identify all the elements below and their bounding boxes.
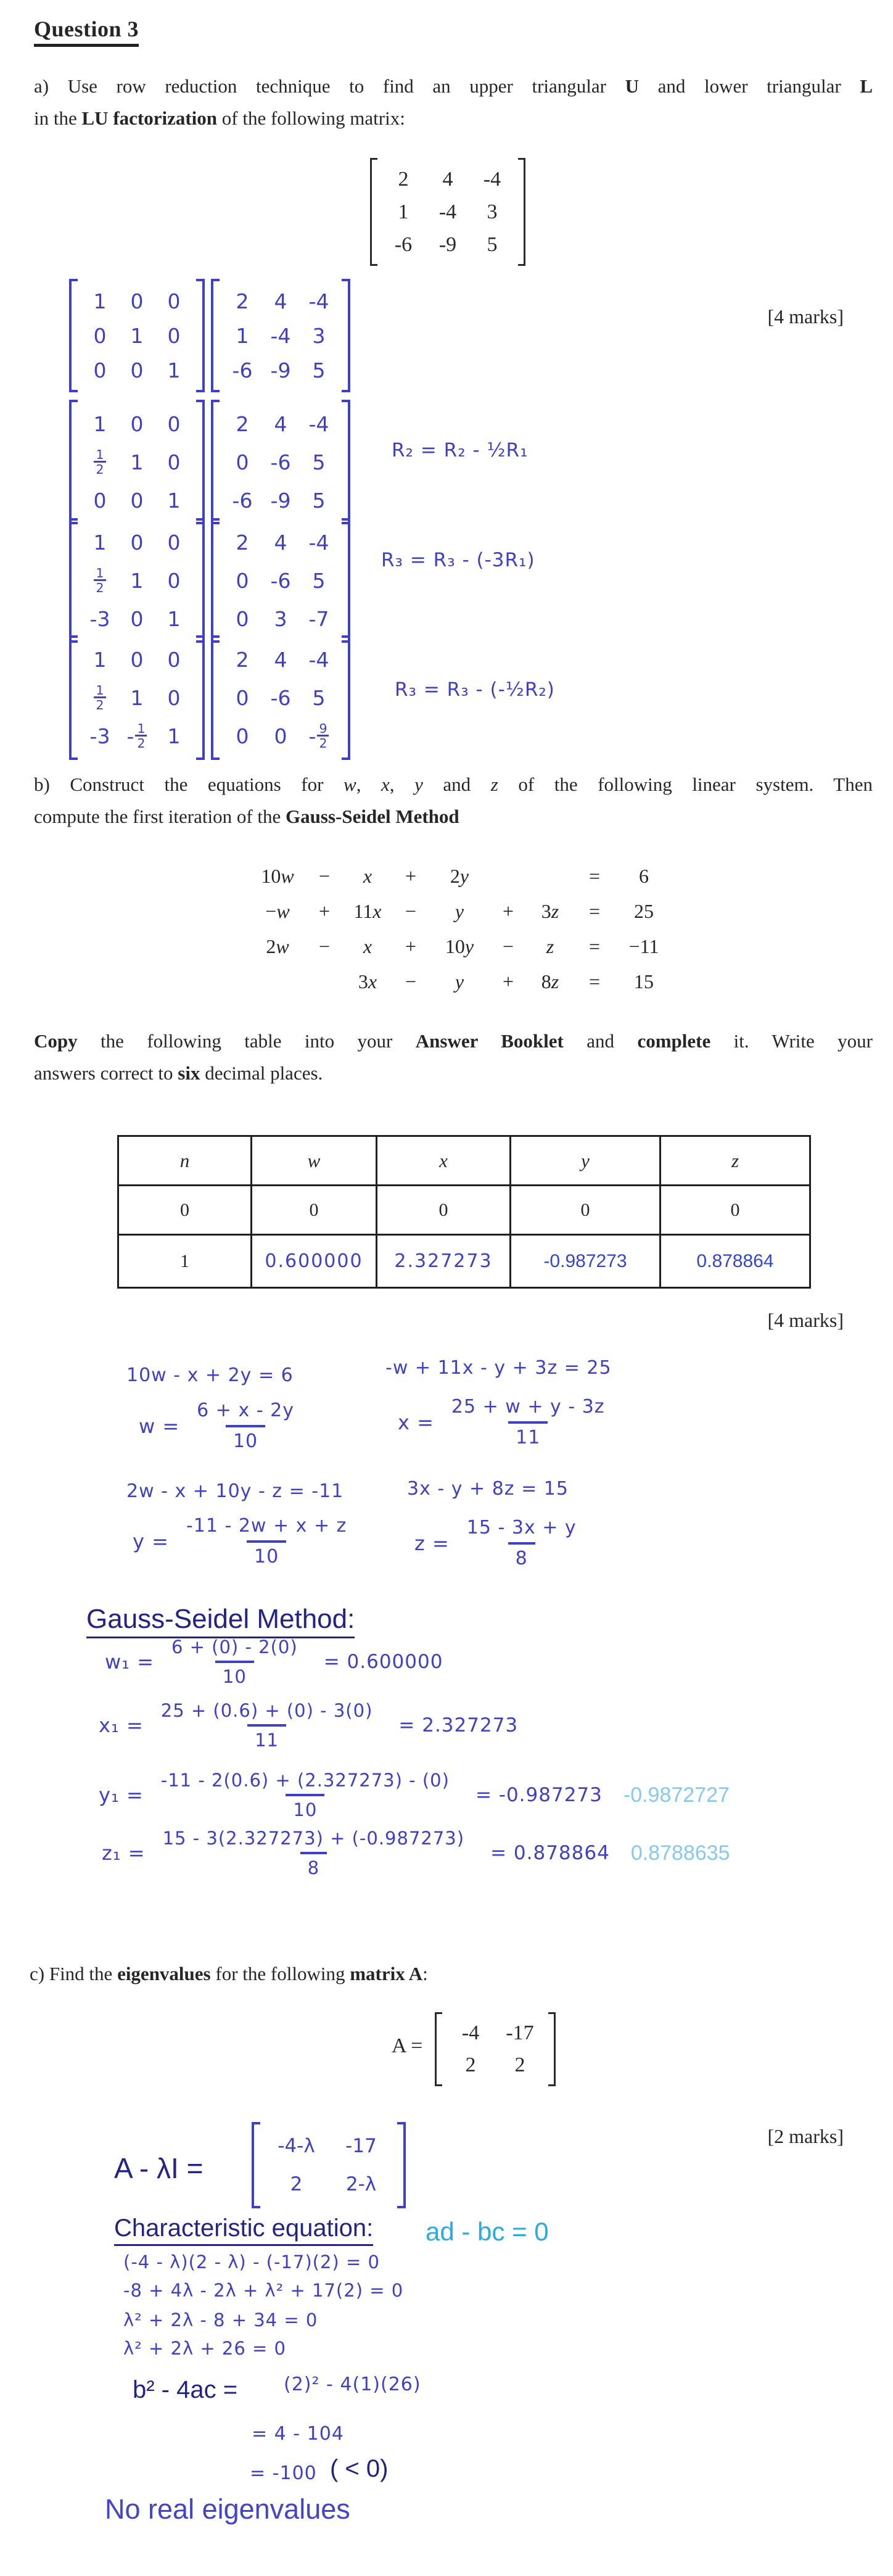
characteristic-formula: ad - bc = 0 [426, 2217, 549, 2246]
calc-fraction: $\frac{6 + x - 2y}{10}$ [197, 1400, 294, 1452]
bracket-left [69, 635, 78, 760]
lu-step4-L [69, 635, 205, 760]
char-line-4: λ² + 2λ + 26 = 0 [123, 2338, 286, 2359]
calc-fraction: $\frac{-11 - 2(0.6) + (2.327273) - (0)}{10}$ [160, 1770, 450, 1821]
matrix-cell: 5 [312, 450, 326, 474]
lu-step4-U [211, 635, 350, 760]
matrix-cell: -6 [232, 488, 253, 513]
bracket-left [69, 518, 78, 643]
equation-cell: − w [265, 900, 290, 922]
lu-step-1 [69, 279, 350, 392]
matrix-grid [78, 279, 196, 392]
text-run: and [422, 774, 491, 795]
text-run: w [344, 774, 356, 795]
calc-fraction: $\frac{6 + (0) - 2(0)}{10}$ [171, 1637, 298, 1688]
text-run: six [178, 1062, 200, 1084]
matrix-cell [81, 443, 118, 481]
calc-lhs: z = [414, 1531, 450, 1555]
calc-result: = 0.878864 [490, 1842, 610, 1865]
calc-lhs: y₁ = [99, 1783, 144, 1807]
matrix-cell: 0 [236, 685, 249, 710]
calc-fraction: $\frac{-11 - 2w + x + z}{10}$ [186, 1515, 347, 1567]
matrix-cell: 0 [130, 530, 144, 555]
equation-cell: z [546, 935, 554, 957]
text-run: Gauss-Seidel Method [286, 806, 459, 827]
fraction: - 9 2 [309, 722, 329, 750]
bracket-right [397, 2122, 406, 2208]
matrix-cell: 1 [167, 488, 181, 513]
matrix-cell [81, 561, 118, 600]
bracket-left [69, 400, 78, 524]
matrix-cell: -17 [506, 2021, 534, 2044]
equation-cell: −11 [628, 935, 659, 957]
marks-part-c: [2 marks] [767, 2125, 844, 2147]
matrix-cell: 0 [236, 568, 249, 593]
matrix-cell: -9 [438, 233, 457, 256]
matrix-cell: -4 [308, 647, 329, 672]
equation-cell: = [588, 865, 601, 887]
matrix-cell: 0 [236, 724, 249, 748]
equation-cell: 3 x [358, 970, 377, 993]
equation-cell: − [405, 900, 417, 922]
matrix-cell: 2-λ [345, 2173, 377, 2195]
text-run: z [490, 774, 498, 795]
bracket-left [252, 2122, 260, 2208]
matrix-cell: 0 [167, 647, 181, 672]
equation-cell: x [363, 935, 372, 957]
matrix-cell: 0 [167, 530, 181, 555]
matrix-cell: 0 [167, 411, 181, 436]
matrix-cell: 0 [130, 647, 144, 672]
char-line-3: λ² + 2λ - 8 + 34 = 0 [123, 2310, 318, 2330]
gs-calc-z1 [102, 1827, 730, 1880]
derivation-eq-w: 10w - x + 2y = 6 [126, 1364, 294, 1386]
bracket-left [211, 518, 220, 643]
calc-lhs: x₁ = [99, 1714, 144, 1738]
text-run: compute the first iteration of the [34, 806, 286, 827]
text-run: Copy [34, 1030, 78, 1052]
equation-cell: − [405, 970, 417, 993]
paragraph-b-line2 [34, 803, 873, 830]
bracket-right [342, 400, 350, 524]
equation-cell: + [405, 865, 417, 887]
paragraph-copy-line2 [34, 1060, 873, 1087]
matrix-cell: 1 [93, 411, 107, 436]
fraction: 1 2 [94, 448, 105, 476]
table-cell: y [511, 1136, 660, 1186]
matrix-cell: 5 [312, 568, 326, 593]
lu-step-3 [69, 518, 350, 643]
row-op-note-3: R₃ = R₃ - (-3R₁) [381, 549, 535, 571]
matrix-cell [118, 717, 155, 755]
table-cell: 0 [377, 1186, 511, 1235]
equation-cell: y [455, 900, 464, 922]
text-run: complete [637, 1030, 711, 1052]
matrix-cell: -4 [308, 289, 329, 313]
calc-result: = 2.327273 [398, 1714, 519, 1737]
equation-cell [492, 859, 524, 894]
matrix-cell: 3 [312, 323, 326, 348]
bracket-right [342, 279, 350, 392]
derivation-eq-y: 2w - x + 10y - z = -11 [126, 1480, 344, 1502]
equation-cell: − [318, 865, 331, 887]
a-minus-lambda-body [252, 2122, 406, 2208]
matrix-cell: -7 [308, 606, 329, 631]
text-run: y [414, 774, 423, 795]
bracket-right [196, 400, 205, 524]
bracket-right [196, 635, 205, 760]
table-row [118, 1186, 810, 1235]
iteration-table-wrap [117, 1135, 811, 1289]
lu-step3-L [69, 518, 205, 643]
bracket-right [342, 518, 350, 643]
matrix-grid [220, 400, 342, 524]
matrix-cell: 1 [130, 568, 144, 593]
text-run: Answer Booklet [415, 1030, 564, 1052]
text-run: a) Use row reduction technique to find an upper triangular [34, 75, 625, 97]
matrix-cell: 0 [236, 450, 249, 474]
matrix-cell: 2 [236, 647, 249, 672]
matrix-cell: 4 [274, 411, 287, 436]
matrix-cell: 0 [167, 289, 181, 313]
text-run: L [860, 75, 873, 97]
bracket-left [435, 2012, 442, 2086]
text-run: b) Construct the equations for [34, 774, 344, 795]
calc-fraction: $\frac{15 - 3x + y}{8}$ [466, 1517, 577, 1569]
matrix-cell: -6 [270, 450, 291, 474]
discriminant-paren: ( < 0) [330, 2455, 389, 2482]
bracket-right [518, 158, 525, 266]
matrix-cell: 1 [130, 685, 144, 710]
matrix-cell: 0 [167, 450, 181, 474]
matrix-grid [78, 518, 196, 643]
calc-check-value: -0.9872727 [623, 1783, 730, 1807]
equation-cell: − [502, 935, 514, 957]
text-run: of the following linear system. Then [498, 774, 873, 795]
table-cell: 0.878864 [660, 1235, 810, 1288]
matrix-cell: -4-λ [278, 2135, 315, 2157]
equation-cell [308, 964, 340, 999]
matrix-cell: 2 [465, 2054, 476, 2076]
matrix-cell: 3 [274, 606, 287, 631]
bracket-left [69, 279, 78, 392]
equation-system [247, 859, 675, 999]
paragraph-a-line1 [34, 73, 873, 100]
text-run: , [389, 774, 415, 795]
calc-fraction: $\frac{25 + (0.6) + (0) - 3(0)}{11}$ [160, 1700, 373, 1751]
derivation-frac-w [139, 1399, 302, 1453]
equation-cell: 25 [634, 900, 654, 922]
matrix-cell: 0 [167, 685, 181, 710]
text-run: and [563, 1030, 638, 1052]
matrix-cell: 1 [130, 450, 144, 474]
matrix-cell: -3 [89, 606, 110, 631]
discriminant-expr: (2)² - 4(1)(26) [284, 2374, 421, 2395]
calc-fraction: $\frac{25 + w + y - 3z}{11}$ [451, 1396, 605, 1448]
matrix-cell: -6 [270, 685, 291, 710]
matrix-A-label: A = [392, 2034, 423, 2057]
matrix-cell: 0 [93, 488, 107, 513]
table-cell: z [660, 1136, 810, 1186]
matrix-cell: 0 [167, 568, 181, 593]
matrix-cell: 5 [312, 685, 326, 710]
marks-part-a: [4 marks] [767, 305, 844, 328]
lu-step-4 [69, 635, 350, 760]
matrix-cell: -9 [270, 488, 291, 513]
gs-calc-w1 [105, 1636, 443, 1688]
calc-lhs: x = [398, 1410, 434, 1434]
bracket-right [196, 279, 205, 392]
bracket-left [211, 279, 220, 392]
equation-cell: 3 z [541, 900, 559, 922]
text-run: of the following matrix: [217, 107, 405, 129]
derivation-eq-x: -w + 11x - y + 3z = 25 [385, 1357, 612, 1379]
lu-step1-L [69, 279, 205, 392]
a-minus-lambda-matrix [252, 2122, 406, 2211]
matrix-grid [220, 279, 342, 392]
iteration-table [117, 1135, 811, 1289]
text-run: matrix A [350, 1963, 423, 1984]
matrix-cell: 2 [514, 2054, 525, 2076]
text-run: the following table into your [77, 1030, 416, 1052]
matrix-cell: 5 [487, 233, 498, 256]
matrix-cell: 3 [487, 200, 498, 223]
matrix-cell: 0 [130, 358, 144, 382]
text-run: : [422, 1963, 428, 1984]
matrix-cell: 1 [130, 323, 144, 348]
bracket-right [548, 2012, 556, 2086]
derivation-frac-x [398, 1395, 612, 1449]
bracket-right [342, 635, 350, 760]
matrix-cell: -6 [394, 233, 413, 256]
discriminant-line3: = -100 [250, 2462, 317, 2484]
calc-lhs: w₁ = [105, 1650, 154, 1674]
equation-cell: 2 y [450, 865, 469, 887]
text-run: x [381, 774, 390, 795]
char-line-2: -8 + 4λ - 2λ + λ² + 17(2) = 0 [123, 2280, 404, 2301]
question-title: Question 3 [34, 16, 139, 47]
matrix-grid [260, 2122, 397, 2208]
matrix-cell: 0 [130, 606, 144, 631]
calc-lhs: y = [133, 1529, 169, 1553]
calc-result: = 0.600000 [323, 1651, 443, 1674]
matrix-grid [220, 635, 342, 760]
equation-cell [247, 964, 308, 999]
table-cell: 0.600000 [252, 1235, 377, 1288]
matrix-cell: -4 [461, 2021, 480, 2044]
characteristic-heading: Characteristic equation: [114, 2215, 373, 2246]
matrix-cell: 1 [167, 606, 181, 631]
row-op-note-4: R₃ = R₃ - (-½R₂) [395, 679, 555, 701]
fraction: - 1 2 [127, 722, 147, 750]
matrix-cell: 1 [236, 323, 249, 348]
char-line-1: (-4 - λ)(2 - λ) - (-17)(2) = 0 [123, 2252, 380, 2273]
matrix-cell: -4 [438, 200, 457, 223]
table-cell: 0 [118, 1186, 252, 1235]
equation-cell: + [318, 900, 331, 922]
discriminant-line2: = 4 - 104 [252, 2423, 344, 2445]
text-run: decimal places. [200, 1062, 323, 1084]
main-matrix-body [370, 158, 525, 266]
matrix-cell: 0 [93, 323, 107, 348]
matrix-cell: -4 [308, 530, 329, 555]
table-cell: 0 [660, 1186, 810, 1235]
lu-step-2 [69, 400, 350, 524]
matrix-cell: 5 [312, 488, 326, 513]
matrix-cell: 4 [442, 167, 453, 191]
bracket-left [370, 158, 377, 266]
calc-lhs: z₁ = [102, 1841, 146, 1865]
discriminant-label: b² - 4ac = [133, 2376, 238, 2403]
matrix-grid [78, 635, 196, 760]
matrix-cell: -3 [89, 724, 110, 748]
matrix-cell: 2 [290, 2173, 303, 2195]
text-run: it. Write your [710, 1030, 873, 1052]
lu-step2-U [211, 400, 350, 524]
equation-cell: y [455, 970, 464, 993]
matrix-cell: -4 [308, 411, 329, 436]
table-row [118, 1136, 810, 1186]
calc-fraction: $\frac{15 - 3(2.327273) + (-0.987273)}{8}$ [162, 1828, 465, 1879]
text-run: U [625, 75, 639, 97]
equation-cell: = [588, 935, 601, 957]
matrix-cell: 1 [93, 289, 107, 313]
fraction: 1 2 [94, 684, 105, 712]
matrix-cell: 4 [274, 530, 287, 555]
matrix-cell: 0 [167, 323, 181, 348]
matrix-cell: -17 [345, 2135, 377, 2157]
gs-calc-x1 [99, 1699, 518, 1752]
paragraph-b-line1 [34, 771, 873, 798]
calc-lhs: w = [139, 1414, 180, 1438]
matrix-cell: 4 [274, 289, 287, 313]
equation-cell: + [502, 970, 514, 993]
main-matrix [370, 158, 525, 269]
matrix-cell [300, 717, 338, 755]
derivation-frac-y [133, 1514, 354, 1568]
text-run: answers correct to [34, 1062, 178, 1084]
equation-cell: 11 x [353, 900, 382, 922]
matrix-grid [442, 2012, 548, 2086]
matrix-cell: 2 [236, 289, 249, 313]
matrix-cell [81, 679, 118, 717]
conclusion-text: No real eigenvalues [105, 2493, 350, 2525]
equation-cell: 8 z [541, 970, 559, 993]
matrix-cell: 1 [398, 200, 409, 223]
derivation-eq-z: 3x - y + 8z = 15 [407, 1478, 569, 1500]
matrix-cell: 0 [93, 358, 107, 382]
matrix-cell: 0 [130, 289, 144, 313]
matrix-cell: 1 [167, 358, 181, 382]
equation-cell [524, 859, 576, 894]
equation-cell: 15 [634, 970, 654, 993]
equation-cell: = [588, 900, 601, 922]
table-cell: 0 [252, 1186, 377, 1235]
table-cell: 1 [118, 1235, 252, 1288]
matrix-grid [220, 518, 342, 643]
equation-cell: 10 y [445, 935, 474, 957]
bracket-left [211, 635, 220, 760]
paragraph-a-line2 [34, 105, 873, 132]
matrix-A-body [435, 2012, 556, 2086]
matrix-grid [377, 158, 518, 266]
table-cell: 2.327273 [377, 1235, 511, 1288]
a-minus-lambda-label: A - λI = [114, 2152, 204, 2184]
matrix-cell: 1 [93, 647, 107, 672]
paragraph-copy-line1 [34, 1028, 873, 1055]
text-run: c) Find the [30, 1963, 118, 1984]
text-run: eigenvalues [117, 1963, 211, 1984]
matrix-cell: 0 [130, 488, 144, 513]
matrix-cell: 2 [236, 411, 249, 436]
matrix-cell: -6 [270, 568, 291, 593]
lu-step3-U [211, 518, 350, 643]
fraction: 1 2 [94, 567, 105, 595]
equation-cell: + [405, 935, 417, 957]
text-run: in the [34, 107, 82, 129]
matrix-grid [78, 400, 196, 524]
bracket-left [211, 400, 220, 524]
lu-step1-U [211, 279, 350, 392]
table-cell: n [118, 1136, 252, 1186]
text-run: and lower triangular [639, 75, 860, 97]
marks-part-b: [4 marks] [767, 1309, 844, 1331]
paragraph-c [30, 1960, 868, 1988]
equation-cell: 6 [639, 865, 649, 887]
matrix-cell: 1 [167, 724, 181, 748]
equation-cell: − [318, 935, 331, 957]
matrix-cell: 4 [274, 647, 287, 672]
lu-step2-L [69, 400, 205, 524]
bracket-right [196, 518, 205, 643]
text-run: for the following [210, 1963, 350, 1984]
equation-cell: = [588, 970, 601, 993]
table-cell: x [377, 1136, 511, 1186]
table-cell: 0 [511, 1186, 660, 1235]
row-op-note-2: R₂ = R₂ - ½R₁ [392, 439, 529, 461]
matrix-cell: 2 [398, 167, 409, 191]
table-cell: w [252, 1136, 377, 1186]
equation-cell: 2 w [266, 935, 289, 957]
matrix-cell: 5 [312, 358, 326, 382]
calc-result: = -0.987273 [475, 1784, 603, 1807]
text-run: , [356, 774, 382, 795]
gs-calc-y1 [99, 1769, 730, 1822]
matrix-A [435, 2012, 556, 2089]
table-cell: -0.987273 [511, 1235, 660, 1288]
matrix-cell: 2 [236, 530, 249, 555]
matrix-cell: 0 [236, 606, 249, 631]
matrix-cell: -9 [270, 358, 291, 382]
matrix-cell: 0 [130, 411, 144, 436]
equation-cell: x [363, 865, 372, 887]
table-row [118, 1235, 810, 1288]
calc-check-value: 0.8788635 [630, 1841, 730, 1865]
gauss-seidel-heading: Gauss-Seidel Method: [86, 1604, 355, 1638]
matrix-cell: -4 [270, 323, 291, 348]
matrix-cell: -4 [483, 167, 501, 191]
equation-cell: + [502, 900, 514, 922]
matrix-cell: 0 [274, 724, 287, 748]
matrix-cell: -6 [232, 358, 253, 382]
derivation-frac-z [414, 1516, 584, 1570]
matrix-cell: 1 [93, 530, 107, 555]
equation-cell: 10 w [261, 865, 294, 887]
text-run: LU factorization [81, 107, 218, 129]
